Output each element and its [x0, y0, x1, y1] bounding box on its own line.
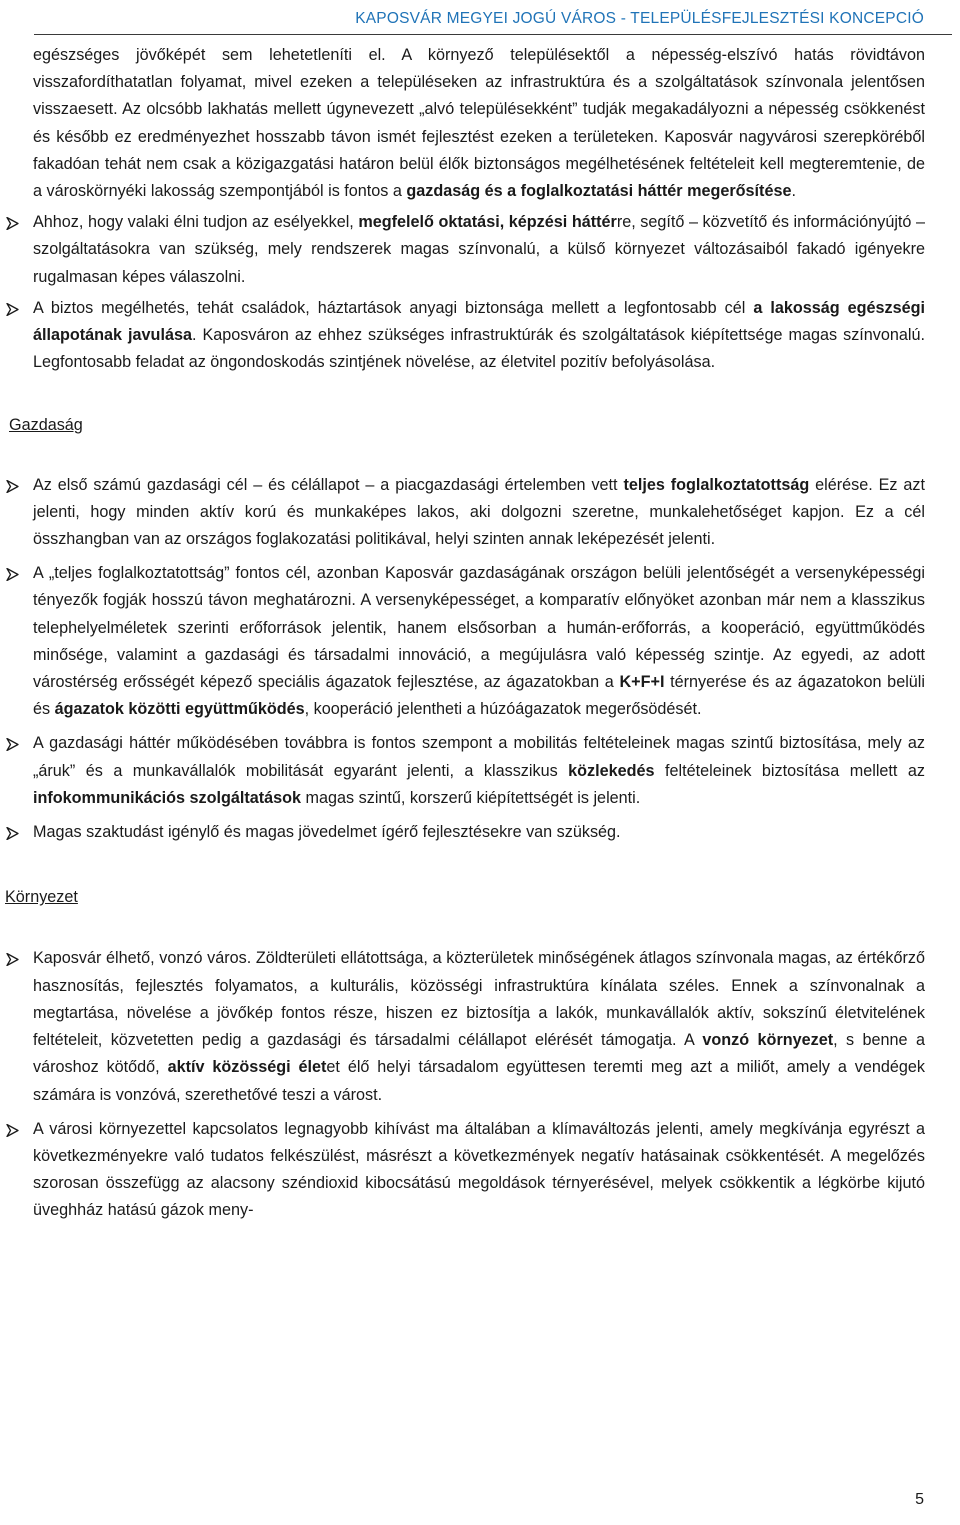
section-heading-gazdasag: Gazdaság: [9, 416, 83, 435]
bullet-bold: ágazatok közötti együttműködés: [54, 700, 305, 719]
list-item: [33, 295, 925, 377]
intro-text-1: egészséges jövőképét sem lehetetleníti el. A környező településektől a népesség-elszívó hatás rövidtávon visszafordíthatatlan folyamat, mivel ezeken a településeken az infrastruktúra és a szolgáltatások színvonala jelentősen visszaesett.: [33, 46, 925, 119]
bullet-text: A biztos megélhetés, tehát családok, háztartások anyagi biztonsága mellett a legfontosabb cél: [33, 298, 754, 317]
intro-bullet-list: [33, 209, 925, 376]
bullet-bold: infokommunikációs szolgáltatások: [33, 788, 302, 807]
bullet-text: , s benne a városhoz kötődő,: [33, 1031, 925, 1077]
header-divider: [34, 34, 952, 35]
intro-bold-phrase: gazdaság és a foglalkoztatási háttér megerősítése: [406, 182, 792, 201]
bullet-bold: vonzó környezet: [702, 1031, 834, 1050]
arrowhead-bullet-icon: [6, 480, 19, 493]
bullet-bold: közlekedés: [568, 761, 655, 780]
list-item: [33, 819, 925, 846]
arrowhead-bullet-icon: [6, 1124, 19, 1137]
bullet-text: A városi környezettel kapcsolatos legnagyobb kihívást ma általában a klímaváltozás jelenti, amely megkívánja egyrészt a következményekre való tudatos felkészülést, másrészt a következmények negatív hatásainak csökkentését. A megelőzés szorosan összefügg az alacsony széndioxid kibocsátású megoldások térnyerésével, melyek csökkentik a légkörbe kijutó üveghház hatású gázok meny-: [33, 1119, 925, 1220]
bullet-text: Ahhoz, hogy valaki élni tudjon az esélyekkel,: [33, 213, 359, 232]
list-item: [33, 560, 925, 723]
kornyezet-bullet-list: [33, 945, 925, 1224]
bullet-text: Az első számú gazdasági cél – és célállapot – a piacgazdasági értelemben vett: [33, 475, 624, 494]
bullet-text: magas szintű, korszerű kiépítettségét is jelenti.: [301, 788, 641, 807]
gazdasag-bullet-list: [33, 472, 925, 847]
list-item: [33, 1116, 925, 1225]
arrowhead-bullet-icon: [6, 568, 19, 581]
bullet-text: feltételeinek biztosítása mellett az: [654, 761, 925, 780]
list-item: [33, 209, 925, 291]
bullet-bold: a lakosság egészségi állapotának javulása: [33, 298, 925, 345]
list-item: [33, 472, 925, 554]
bullet-bold: aktív közösségi élet: [167, 1058, 327, 1077]
bullet-text: elérése. Ez azt jelenti, hogy minden aktív korú és munkaképes lakos, aki dolgozni szeretne, munkalehetőséget kapjon. Ez a cél összhangban van az országos foglakozatási politikával, helyi szinten annak leképezését jelenti.: [33, 475, 926, 549]
arrowhead-bullet-icon: [6, 303, 19, 316]
arrowhead-bullet-icon: [6, 217, 19, 230]
running-header: KAPOSVÁR MEGYEI JOGÚ VÁROS - TELEPÜLÉSFEJLESZTÉSI KONCEPCIÓ: [355, 10, 924, 27]
intro-paragraph: [33, 42, 925, 205]
bullet-text: , kooperáció jelentheti a húzóágazatok megerősödését.: [304, 700, 702, 719]
bullet-bold: teljes foglalkoztatottság: [623, 475, 810, 494]
bullet-text: A „teljes foglalkoztatottság” fontos cél, azonban Kaposvár gazdaságának országon belüli jelentőségét a versenyképességi tényezők fogják hosszú távon meghatározni. A versenyképességet, a komparatív előnyöket azonban már nem a klasszikus telephelyelméletek szerinti erőforrások jelentik, hanem elsősorban a humán-erőforrás, a kooperáció, együttműködés minősége, valamint a gazdasági és társadalmi innováció, a megújulásra való képesség szintje. Az egyedi, az adott várostérség erősségét képező speciális ágazatok fejlesztése, az ágazatokban a: [33, 564, 925, 692]
list-item: [33, 730, 925, 812]
arrowhead-bullet-icon: [6, 953, 19, 966]
section-heading-kornyezet: Környezet: [5, 888, 78, 907]
list-item: [33, 945, 925, 1108]
page-body: [5, 42, 926, 1225]
bullet-text: . Kaposváron az ehhez szükséges infrastruktúrák és szolgáltatások kiépítettsége magas színvonalú. Legfontosabb feladat az öngondoskodás szintjének növelése, az életvitel pozitív befolyásolása.: [33, 326, 925, 372]
bullet-text: Magas szaktudást igénylő és magas jövedelmet ígérő fejlesztésekre van szükség.: [33, 823, 621, 842]
arrowhead-bullet-icon: [6, 738, 19, 751]
intro-text-2: Az olcsóbb lakhatás mellett úgynevezett „alvó településekként” tudják megakadályozni a népesség csökkenést és később ez eredményezhet hosszabb távon ismét fejlesztést ezeken a területeken. Kaposvár nagyvárosi szerepköréből fakadóan tehát nem csak a közigazgatási határon belül élők biztonságos megélhetésének feltételeit kell megteremtenie, de a városkörnyéki lakosság szempontjából is fontos a: [33, 100, 925, 201]
intro-text-end: .: [791, 182, 796, 201]
arrowhead-bullet-icon: [6, 827, 19, 840]
bullet-text: A gazdasági háttér működésében továbbra is fontos szempont a mobilitás feltételeinek magas szintű biztosítása, mely az „áruk” és a munkavállalók mobilitását egyaránt jelenti, a klasszikus: [33, 734, 925, 780]
bullet-bold: megfelelő oktatási, képzési háttér: [358, 213, 617, 232]
bullet-text: re, segítő – közvetítő és információnyújtó – szolgáltatásokra van szükség, mely rendszerek magas színvonalú, a külső környezet változásaiból fakadó igényekre rugalmasan képes válaszolni.: [33, 213, 925, 286]
page-number: 5: [915, 1490, 924, 1508]
bullet-text: et élő helyi társadalom együttesen teremti meg azt a miliőt, amely a vendégek számára is vonzóvá, szerethetővé teszi a várost.: [33, 1058, 925, 1104]
bullet-text: térnyerése és az ágazatokon belüli és: [33, 673, 925, 719]
bullet-bold: K+F+I: [619, 673, 665, 692]
bullet-text: Kaposvár élhető, vonzó város. Zöldterületi ellátottsága, a közterületek minőségének átlagos színvonala magas, az értékőrző hasznosítás, fejlesztés folyamatos, a kulturális, közösségi infrastruktúra kínálata széles. Ennek a színvonalnak a megtartása, növelése a jövőkép fontos része, hiszen ez biztosítja a lakók, munkavállalók aktív, sokszínű életvitelének feltételeit, közvetetten pedig a gazdasági és társadalmi célállapot elérését támogatja. A: [33, 949, 925, 1050]
